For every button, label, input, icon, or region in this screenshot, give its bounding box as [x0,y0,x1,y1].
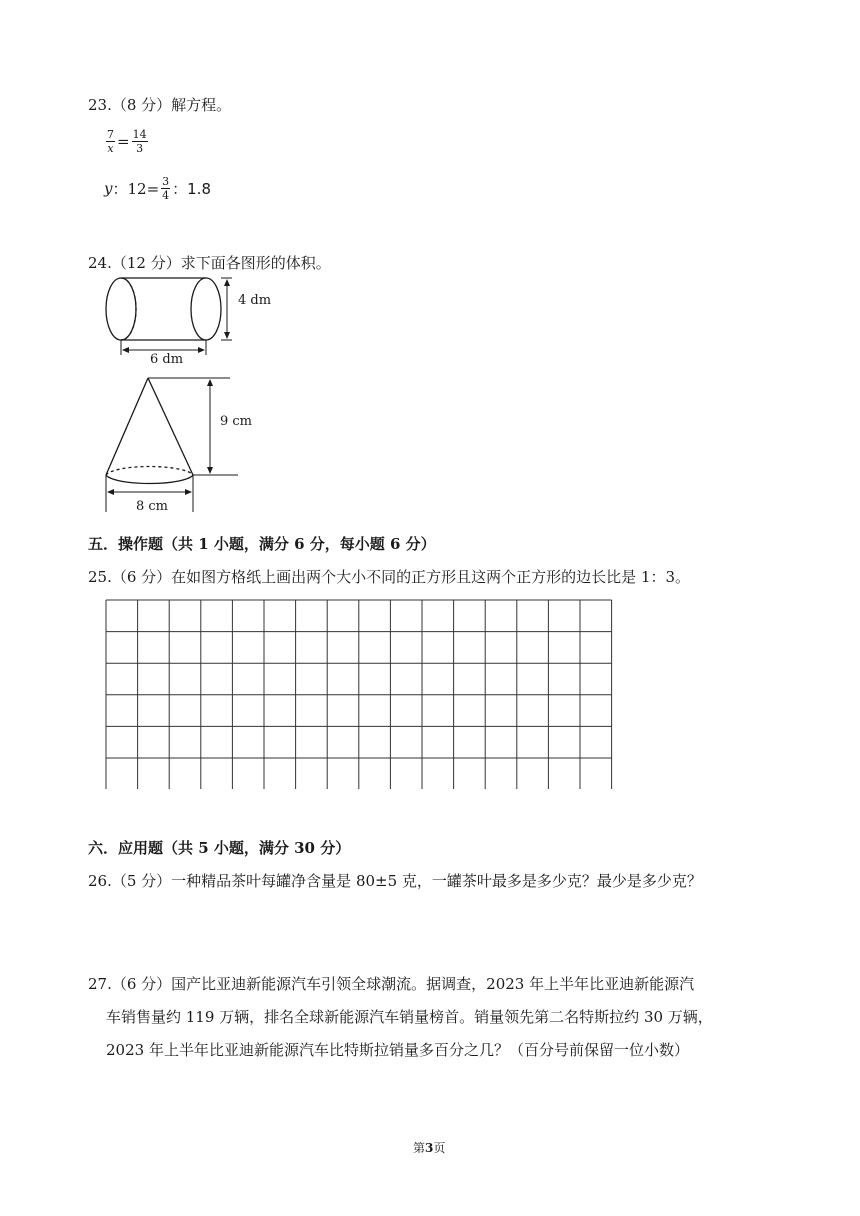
cone-figure [100,372,260,518]
equals-sign: = [117,132,130,151]
q26-prompt: 一种精品茶叶每罐净含量是 80±5 克，一罐茶叶最多是多少克？最少是多少克？ [171,872,702,890]
cylinder-length-label: 6 dm [150,352,184,367]
cylinder-right-end [191,278,221,340]
q24-heading [88,252,331,273]
variable-y: y [104,179,113,198]
q26-number: 26. [88,872,112,890]
grid-paper[interactable] [105,599,617,789]
fraction-7-over-x [106,128,115,155]
q25-prompt: 在如图方格纸上画出两个大小不同的正方形且这两个正方形的边长比是 1：3。 [171,568,691,586]
q25-score: （6 分） [111,568,172,586]
footer-prefix: 第 [413,1141,426,1155]
cylinder-height-label: 4 dm [238,293,272,308]
q27-line-1 [88,973,694,994]
q27-line-3: 2023 年上半年比亚迪新能源汽车比特斯拉销量多百分之几？（百分号前保留一位小数） [106,1041,689,1059]
cone-height-label: 9 cm [220,414,253,429]
cone-diameter-label: 8 cm [136,499,169,514]
q27-number: 27. [88,975,112,993]
fraction-denominator: x [107,142,114,155]
q23-equation-1 [104,128,150,155]
arrow-head [122,347,129,353]
q23-heading [88,94,231,115]
fraction-numerator: 7 [107,128,114,141]
q25-number: 25. [88,568,112,586]
page-footer [413,1139,445,1156]
fraction-14-over-3 [132,128,148,155]
q27-text-line-1: 国产比亚迪新能源汽车引领全球潮流。据调查，2023 年上半年比亚迪新能源汽 [171,975,695,993]
cone-base-hidden-edge [106,467,193,475]
fraction-3-over-4 [161,175,170,202]
fraction-denominator: 3 [136,142,144,155]
section-5-title: 五．操作题（共 1 小题，满分 6 分，每小题 6 分） [88,535,436,553]
arrow-head [198,347,205,353]
q23-number: 23. [88,96,112,114]
q24-prompt: 求下面各图形的体积。 [180,254,331,272]
cylinder-figure [100,272,280,372]
cone-base-front-edge [106,475,193,483]
arrow-head [107,489,114,495]
ratio-left: ：12= [112,180,160,198]
arrow-head [207,379,213,386]
q24-number: 24. [88,254,112,272]
q23-equation-2 [104,175,211,202]
q27-line-2: 车销售量约 119 万辆，排名全球新能源汽车销量榜首。销量领先第二名特斯拉约 30 万辆， [106,1008,713,1026]
q23-score: （8 分） [111,96,172,114]
arrow-head [185,489,192,495]
arrow-head [224,332,230,339]
cylinder-hidden-edge [121,278,136,340]
cone-right-edge [148,378,193,475]
q25-text [88,566,690,587]
q27-score: （6 分） [111,975,172,993]
fraction-numerator: 3 [162,175,170,188]
q24-score: （12 分） [111,254,181,272]
ratio-right: ：1.8 [172,180,211,198]
fraction-numerator: 14 [132,128,147,141]
page-number: 3 [425,1141,434,1155]
fraction-denominator: 4 [162,189,170,202]
q26-score: （5 分） [111,872,172,890]
cone-left-edge [106,378,148,475]
arrow-head [224,279,230,286]
q26-text [88,870,702,891]
section-6-title: 六．应用题（共 5 小题，满分 30 分） [88,839,351,857]
arrow-head [207,467,213,474]
footer-suffix: 页 [433,1141,446,1155]
q23-prompt: 解方程。 [171,96,232,114]
